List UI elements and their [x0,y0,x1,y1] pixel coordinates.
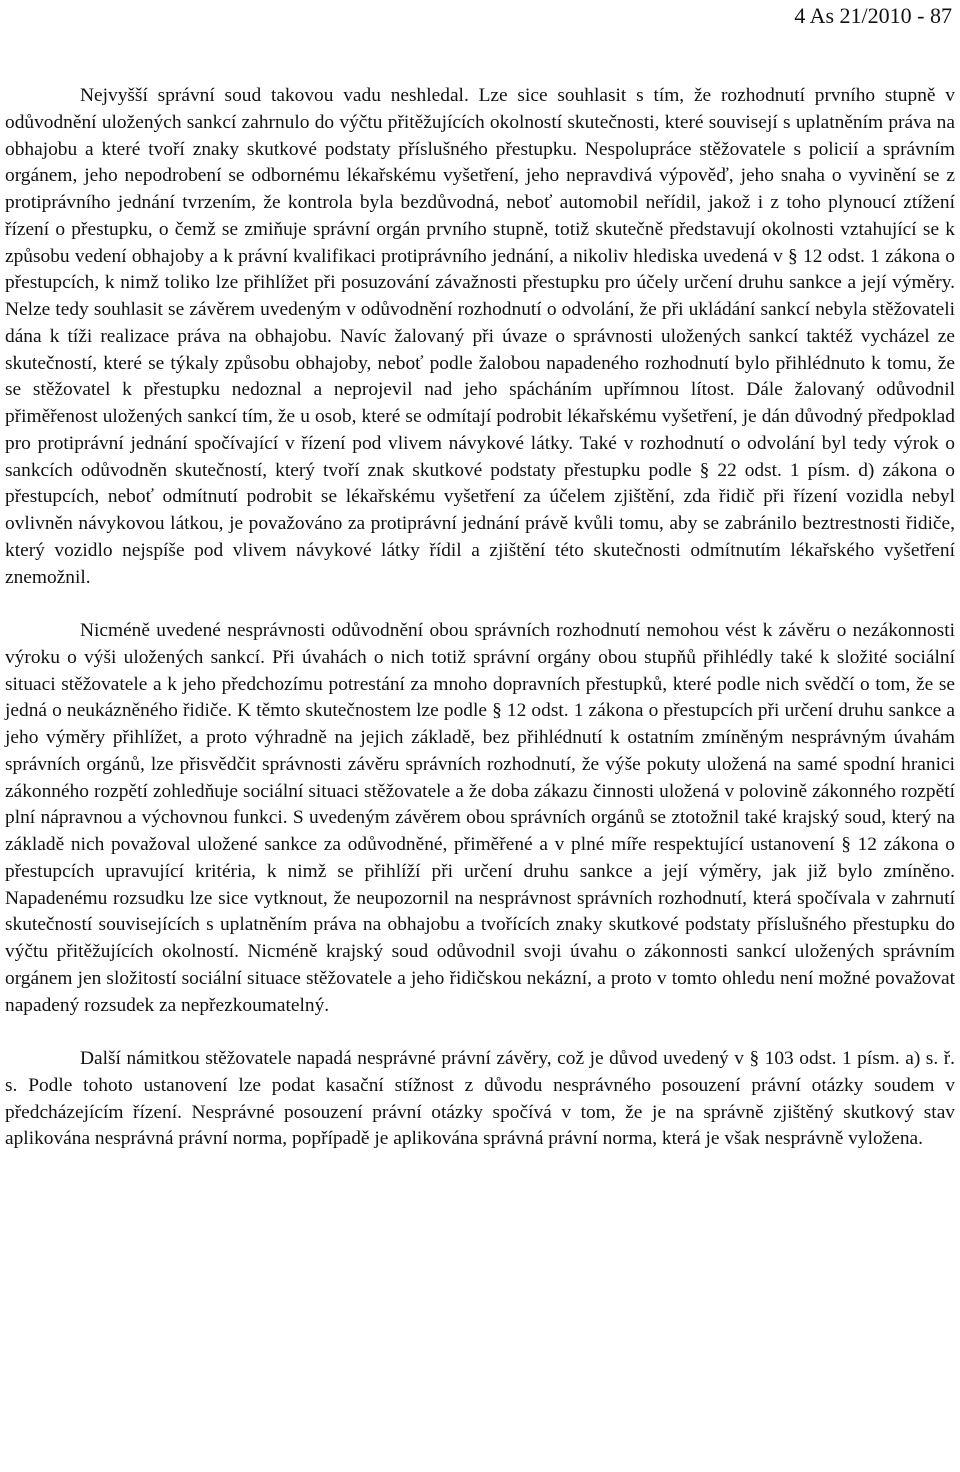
paragraph-1: Nejvyšší správní soud takovou vadu neshledal. Lze sice souhlasit s tím, že rozhodnutí prvního stupně v odůvodnění uložených sankcí zahrnulo do výčtu přitěžujících okolností skutečnosti, které souvisejí s uplatněním práva na obhajobu a které tvoří znaky skutkové podstaty příslušného přestupku. Nespolupráce stěžovatele s policií a správním orgánem, jeho nepodrobení se odbornému lékařskému vyšetření, jeho nepravdivá výpověď, jeho snaha o vyvinění se z protiprávního jednání tvrzením, že kontrola byla bezdůvodná, neboť automobil neřídil, jakož i z toho plynoucí ztížení řízení o přestupku, o čemž se zmiňuje správní orgán prvního stupně, totiž skutečně představují okolnosti vztahující se k způsobu vedení obhajoby a k právní kvalifikaci protiprávního jednání, a nikoliv hlediska uvedená v § 12 odst. 1 zákona o přestupcích, k nimž toliko lze přihlížet při posuzování závažnosti přestupku pro účely určení druhu sankce a její výměry. Nelze tedy souhlasit se závěrem uvedeným v odůvodnění rozhodnutí o odvolání, že při ukládání sankcí nebyla stěžovateli dána k tíži realizace práva na obhajobu. Navíc žalovaný při úvaze o správnosti uložených sankcí taktéž vycházel ze skutečností, které se týkaly způsobu obhajoby, neboť podle žalobou napadeného rozhodnutí bylo přihlédnuto k tomu, že se stěžovatel k přestupku nedoznal a neprojevil nad jeho spácháním upřímnou lítost. Dále žalovaný odůvodnil přiměřenost uložených sankcí tím, že u osob, které se odmítají podrobit lékařskému vyšetření, je dán důvodný předpoklad pro protiprávní jednání spočívající v řízení pod vlivem návykové látky. Také v rozhodnutí o odvolání byl tedy výrok o sankcích odůvodněn skutečností, který tvoří znak skutkové podstaty přestupku podle § 22 odst. 1 písm. d) zákona o přestupcích, neboť odmítnutí podrobit se lékařskému vyšetření za účelem zjištění, zda řidič při řízení vozidla nebyl ovlivněn návykovou látkou, je považováno za protiprávní jednání právě kvůli tomu, aby se zabránilo beztrestnosti řidiče, který vozidlo nejspíše pod vlivem návykové látky řídil a zjištění této skutečnosti odmítnutím lékařského vyšetření znemožnil. [5,85,955,588]
paragraph-3: Další námitkou stěžovatele napadá nesprávné právní závěry, což je důvod uvedený v § 103 odst. 1 písm. a) s. ř. s. Podle tohoto ustanovení lze podat kasační stížnost z důvodu nesprávného posouzení právní otázky soudem v předcházejícím řízení. Nesprávné posouzení právní otázky spočívá v tom, že je na správně zjištěný skutkový stav aplikována nesprávná právní norma, popřípadě je aplikována správná právní norma, která je však nesprávně vyložena. [5,1048,955,1150]
paragraph-2: Nicméně uvedené nesprávnosti odůvodnění obou správních rozhodnutí nemohou vést k závěru o nezákonnosti výroku o výši uložených sankcí. Při úvahách o nich totiž správní orgány obou stupňů přihlédly také k složité sociální situaci stěžovatele a k jeho předchozímu potrestání za mnoho dopravních přestupků, které podle nich svědčí o tom, že se jedná o neukázněného řidiče. K těmto skutečnostem lze podle § 12 odst. 1 zákona o přestupcích při určení druhu sankce a jeho výměry přihlížet, a proto výhradně na jejich základě, bez přihlédnutí k ostatním zmíněným nesprávným úvahám správních orgánů, lze přisvědčit správnosti závěru správních rozhodnutí, že výše pokuty uložená na samé spodní hranici zákonného rozpětí zohledňuje sociální situaci stěžovatele a že doba zákazu činnosti uložená v polovině zákonného rozpětí plní nápravnou a výchovnou funkci. S uvedeným závěrem obou správních orgánů se ztotožnil také krajský soud, který na základě nich považoval uložené sankce za odůvodněné, přiměřené a v plné míře respektující ustanovení § 12 zákona o přestupcích upravující kritéria, k nimž se přihlíží při určení druhu sankce a její výměry, jak již bylo zmíněno. Napadenému rozsudku lze sice vytknout, že neupozornil na nesprávnost správních rozhodnutí, která spočívala v zahrnutí skutečností souvisejících s uplatněním práva na obhajobu a tvořících znaky skutkové podstaty příslušného přestupku do výčtu přitěžujících okolností. Nicméně krajský soud odůvodnil svoji úvahu o zákonnosti sankcí uložených správním orgánem jen složitostí sociální situace stěžovatele a jeho řidičskou nekázní, a proto v tomto ohledu není možné považovat napadený rozsudek za nepřezkoumatelný. [5,620,955,1016]
document-body [5,83,955,1153]
case-reference-header: 4 As 21/2010 - 87 [794,3,952,28]
